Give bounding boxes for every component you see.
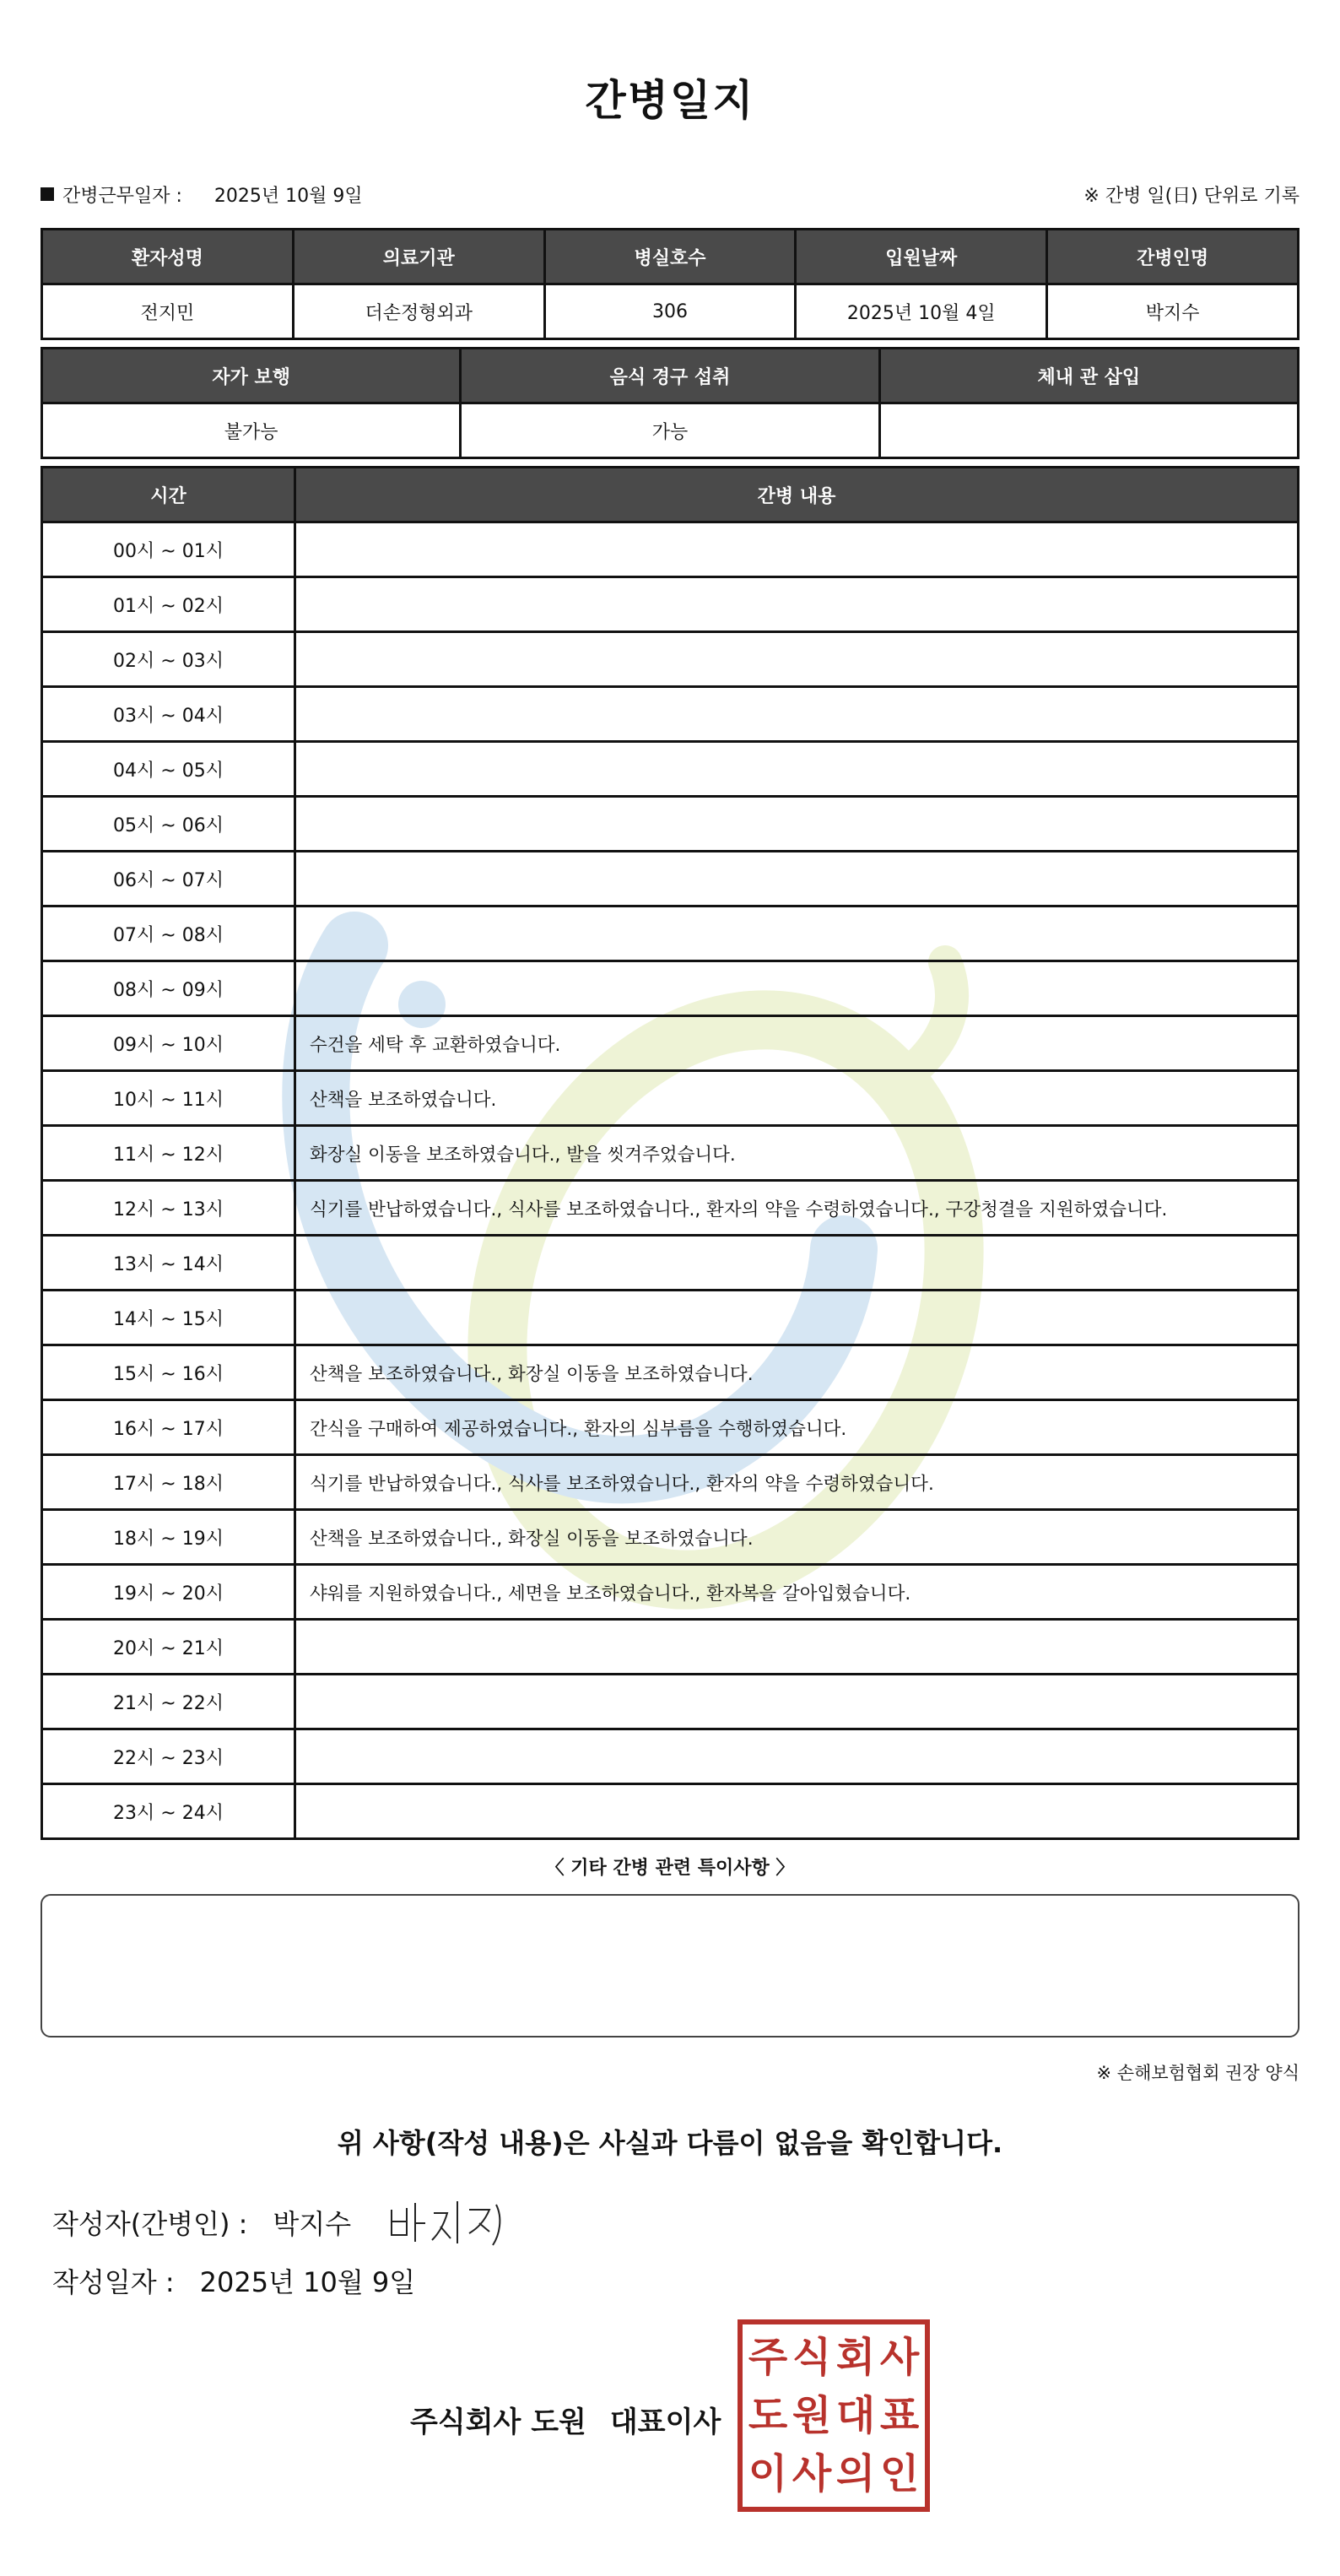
care-content: 식기를 반납하였습니다., 식사를 보조하였습니다., 환자의 약을 수령하였습니다., 구강청결을 지원하였습니다. bbox=[295, 1181, 1299, 1236]
table-row bbox=[42, 1400, 1299, 1455]
care-content: 화장실 이동을 보조하였습니다., 발을 씻겨주었습니다. bbox=[295, 1126, 1299, 1181]
time-slot: 05시 ~ 06시 bbox=[42, 797, 295, 852]
header-time: 시간 bbox=[42, 468, 295, 522]
seal-character: 이 bbox=[748, 2450, 788, 2498]
table-row bbox=[42, 522, 1299, 577]
document-title: 간병일지 bbox=[585, 76, 755, 125]
form-note: ※ 손해보험협회 권장 양식 bbox=[1096, 2063, 1299, 2083]
care-content: 샤워를 지원하였습니다., 세면을 보조하였습니다., 환자복을 갈아입혔습니다. bbox=[295, 1565, 1299, 1620]
table-row bbox=[42, 1729, 1299, 1784]
work-date-line bbox=[41, 177, 1299, 211]
date-value: 2025년 10월 9일 bbox=[199, 2266, 416, 2298]
time-slot: 08시 ~ 09시 bbox=[42, 961, 295, 1016]
time-slot: 09시 ~ 10시 bbox=[42, 1016, 295, 1071]
patient-name: 전지민 bbox=[42, 284, 294, 339]
time-slot: 21시 ~ 22시 bbox=[42, 1675, 295, 1729]
patient-info-table bbox=[41, 228, 1299, 340]
seal-character: 의 bbox=[835, 2450, 876, 2498]
care-content bbox=[295, 1291, 1299, 1345]
table-row bbox=[42, 1455, 1299, 1510]
table-row bbox=[42, 577, 1299, 632]
seal-character: 표 bbox=[879, 2391, 920, 2439]
care-content: 수건을 세탁 후 교환하였습니다. bbox=[295, 1016, 1299, 1071]
care-content bbox=[295, 797, 1299, 852]
admission-date: 2025년 10월 4일 bbox=[796, 284, 1047, 339]
room-number: 306 bbox=[544, 284, 796, 339]
time-slot: 14시 ~ 15시 bbox=[42, 1291, 295, 1345]
time-slot: 20시 ~ 21시 bbox=[42, 1620, 295, 1675]
work-date-label: 간병근무일자 : bbox=[62, 185, 182, 207]
care-content bbox=[295, 961, 1299, 1016]
care-content bbox=[295, 906, 1299, 961]
time-slot: 10시 ~ 11시 bbox=[42, 1071, 295, 1126]
table-row bbox=[42, 1071, 1299, 1126]
date-line bbox=[52, 2257, 1299, 2304]
table-row bbox=[42, 742, 1299, 797]
time-slot: 23시 ~ 24시 bbox=[42, 1784, 295, 1839]
time-slot: 19시 ~ 20시 bbox=[42, 1565, 295, 1620]
table-row bbox=[42, 1291, 1299, 1345]
care-content bbox=[295, 852, 1299, 906]
table-header-row bbox=[42, 468, 1299, 522]
time-slot: 22시 ~ 23시 bbox=[42, 1729, 295, 1784]
header-caregiver: 간병인명 bbox=[1047, 230, 1299, 284]
table-row bbox=[42, 1510, 1299, 1565]
company-seal-icon bbox=[738, 2319, 930, 2512]
patient-status-table bbox=[41, 347, 1299, 459]
table-row bbox=[42, 1620, 1299, 1675]
care-content bbox=[295, 632, 1299, 687]
time-slot: 00시 ~ 01시 bbox=[42, 522, 295, 577]
bullet-square-icon bbox=[41, 187, 54, 201]
care-content bbox=[295, 1729, 1299, 1784]
care-content bbox=[295, 742, 1299, 797]
table-header-row bbox=[42, 230, 1299, 284]
seal-character: 대 bbox=[835, 2391, 876, 2439]
special-notes-box bbox=[41, 1894, 1299, 2038]
care-log-table bbox=[41, 466, 1299, 1840]
header-admission-date: 입원날짜 bbox=[796, 230, 1047, 284]
care-content: 산책을 보조하였습니다., 화장실 이동을 보조하였습니다. bbox=[295, 1345, 1299, 1400]
care-log-document bbox=[41, 0, 1299, 2522]
care-content bbox=[295, 1784, 1299, 1839]
care-content bbox=[295, 522, 1299, 577]
table-row bbox=[42, 852, 1299, 906]
tube-insertion-value bbox=[879, 403, 1298, 458]
header-self-walking: 자가 보행 bbox=[42, 349, 461, 403]
table-header-row bbox=[42, 349, 1299, 403]
time-slot: 12시 ~ 13시 bbox=[42, 1181, 295, 1236]
table-row bbox=[42, 1236, 1299, 1291]
date-label: 작성일자 : bbox=[52, 2266, 175, 2298]
table-row bbox=[42, 1345, 1299, 1400]
company-name: 주식회사 도원 bbox=[410, 2406, 586, 2439]
seal-character: 도 bbox=[748, 2391, 788, 2439]
time-slot: 13시 ~ 14시 bbox=[42, 1236, 295, 1291]
handwritten-signature-icon bbox=[385, 2193, 520, 2252]
care-content: 간식을 구매하여 제공하였습니다., 환자의 심부름을 수행하였습니다. bbox=[295, 1400, 1299, 1455]
hospital-name: 더손정형외과 bbox=[293, 284, 544, 339]
seal-character: 인 bbox=[879, 2450, 920, 2498]
representative-title: 대표이사 bbox=[609, 2406, 721, 2439]
notes-title: 〈 기타 간병 관련 특이사항 〉 bbox=[545, 1858, 795, 1879]
seal-character: 주 bbox=[748, 2333, 788, 2381]
table-row bbox=[42, 632, 1299, 687]
header-care-content: 간병 내용 bbox=[295, 468, 1299, 522]
author-line bbox=[52, 2193, 1299, 2252]
care-content bbox=[295, 1236, 1299, 1291]
self-walking-value: 불가능 bbox=[42, 403, 461, 458]
seal-character: 원 bbox=[792, 2391, 832, 2439]
care-content bbox=[295, 577, 1299, 632]
confirmation-statement: 위 사항(작성 내용)은 사실과 다름이 없음을 확인합니다. bbox=[337, 2127, 1003, 2159]
time-slot: 16시 ~ 17시 bbox=[42, 1400, 295, 1455]
table-row bbox=[42, 906, 1299, 961]
time-slot: 06시 ~ 07시 bbox=[42, 852, 295, 906]
table-row bbox=[42, 1126, 1299, 1181]
care-log-rows bbox=[42, 522, 1299, 1839]
time-slot: 01시 ~ 02시 bbox=[42, 577, 295, 632]
time-slot: 11시 ~ 12시 bbox=[42, 1126, 295, 1181]
care-content bbox=[295, 1620, 1299, 1675]
work-date-value: 2025년 10월 9일 bbox=[213, 185, 363, 207]
time-slot: 04시 ~ 05시 bbox=[42, 742, 295, 797]
time-slot: 17시 ~ 18시 bbox=[42, 1455, 295, 1510]
header-hospital: 의료기관 bbox=[293, 230, 544, 284]
seal-character: 사 bbox=[879, 2333, 920, 2381]
header-oral-intake: 음식 경구 섭취 bbox=[461, 349, 879, 403]
caregiver-name: 박지수 bbox=[1047, 284, 1299, 339]
header-tube-insertion: 체내 관 삽입 bbox=[879, 349, 1298, 403]
unit-note: ※ 간병 일(日) 단위로 기록 bbox=[1083, 185, 1299, 207]
time-slot: 07시 ~ 08시 bbox=[42, 906, 295, 961]
care-content: 식기를 반납하였습니다., 식사를 보조하였습니다., 환자의 약을 수령하였습니다. bbox=[295, 1455, 1299, 1510]
seal-character: 회 bbox=[835, 2333, 876, 2381]
table-row bbox=[42, 797, 1299, 852]
author-name: 박지수 bbox=[273, 2208, 352, 2240]
company-block bbox=[41, 2319, 1299, 2522]
table-row bbox=[42, 1675, 1299, 1729]
care-content: 산책을 보조하였습니다., 화장실 이동을 보조하였습니다. bbox=[295, 1510, 1299, 1565]
table-row bbox=[42, 687, 1299, 742]
time-slot: 02시 ~ 03시 bbox=[42, 632, 295, 687]
seal-character: 식 bbox=[792, 2333, 832, 2381]
care-content bbox=[295, 1675, 1299, 1729]
time-slot: 03시 ~ 04시 bbox=[42, 687, 295, 742]
oral-intake-value: 가능 bbox=[461, 403, 879, 458]
table-row bbox=[42, 1565, 1299, 1620]
header-patient-name: 환자성명 bbox=[42, 230, 294, 284]
table-row bbox=[42, 1016, 1299, 1071]
author-label: 작성자(간병인) : bbox=[52, 2208, 248, 2240]
table-row bbox=[42, 1181, 1299, 1236]
seal-character: 사 bbox=[792, 2450, 832, 2498]
time-slot: 15시 ~ 16시 bbox=[42, 1345, 295, 1400]
table-row bbox=[42, 403, 1299, 458]
table-row bbox=[42, 1784, 1299, 1839]
care-content bbox=[295, 687, 1299, 742]
table-row bbox=[42, 284, 1299, 339]
header-room: 병실호수 bbox=[544, 230, 796, 284]
care-content: 산책을 보조하였습니다. bbox=[295, 1071, 1299, 1126]
time-slot: 18시 ~ 19시 bbox=[42, 1510, 295, 1565]
table-row bbox=[42, 961, 1299, 1016]
